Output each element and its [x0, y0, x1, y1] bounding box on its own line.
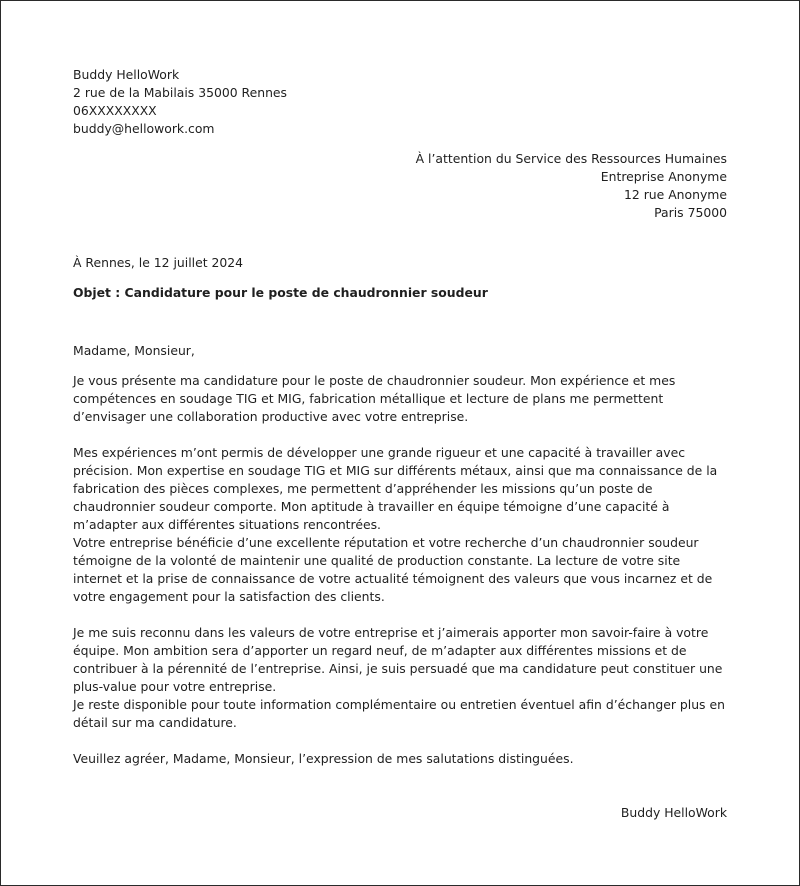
sender-address: 2 rue de la Mabilais 35000 Rennes	[73, 85, 288, 100]
sender-name: Buddy HelloWork	[73, 67, 180, 82]
sender-phone: 06XXXXXXXX	[73, 103, 157, 118]
recipient-company: Entreprise Anonyme	[600, 169, 727, 184]
signature: Buddy HelloWork	[620, 805, 727, 820]
paragraph: Votre entreprise bénéficie d’une excellente réputation et votre recherche d’un chaudronnier soudeur témoigne de la volonté de maintenir une qualité de production constante. La lecture de votre site internet et la prise de connaissance de votre actualité témoignent des valeurs que vous incarnez et de votre engagement pour la satisfaction des clients.	[73, 535, 713, 604]
paragraph: Mes expériences m’ont permis de développer une grande rigueur et une capacité à travailler avec précision. Mon expertise en soudage TIG et MIG sur différents métaux, ainsi que ma connaissance de la fabrication des pièces complexes, me permettent d’appréhender les missions qu’un poste de chaudronnier soudeur comporte. Mon aptitude à travailler en équipe témoigne d’une capacité à m’adapter aux différentes situations rencontrées.	[73, 445, 718, 532]
paragraph: Je vous présente ma candidature pour le poste de chaudronnier soudeur. Mon expérience et mes compétences en soudage TIG et MIG, fabrication métallique et lecture de plans me permettent d’envisager une collaboration productive avec votre entreprise.	[73, 373, 676, 424]
date-line: À Rennes, le 12 juillet 2024	[73, 255, 244, 270]
sender-email: buddy@hellowork.com	[73, 121, 215, 136]
recipient-attention: À l’attention du Service des Ressources Humaines	[415, 151, 727, 166]
recipient-street: 12 rue Anonyme	[623, 187, 727, 202]
sender-block	[73, 66, 473, 138]
paragraph: Je reste disponible pour toute information complémentaire ou entretien éventuel afin d’échanger plus en détail sur ma candidature.	[73, 697, 725, 730]
subject-line: Objet : Candidature pour le poste de chaudronnier soudeur	[73, 285, 488, 300]
greeting: Madame, Monsieur,	[73, 343, 195, 358]
recipient-city: Paris 75000	[654, 205, 727, 220]
closing-formula: Veuillez agréer, Madame, Monsieur, l’expression de mes salutations distinguées.	[73, 751, 574, 766]
recipient-block	[307, 150, 727, 222]
paragraph: Je me suis reconnu dans les valeurs de votre entreprise et j’aimerais apporter mon savoir-faire à votre équipe. Mon ambition sera d’apporter un regard neuf, de m’adapter aux différentes missions et de contribuer à la pérennité de l’entreprise. Ainsi, je suis persuadé que ma candidature peut constituer une plus-value pour votre entreprise.	[73, 625, 723, 694]
